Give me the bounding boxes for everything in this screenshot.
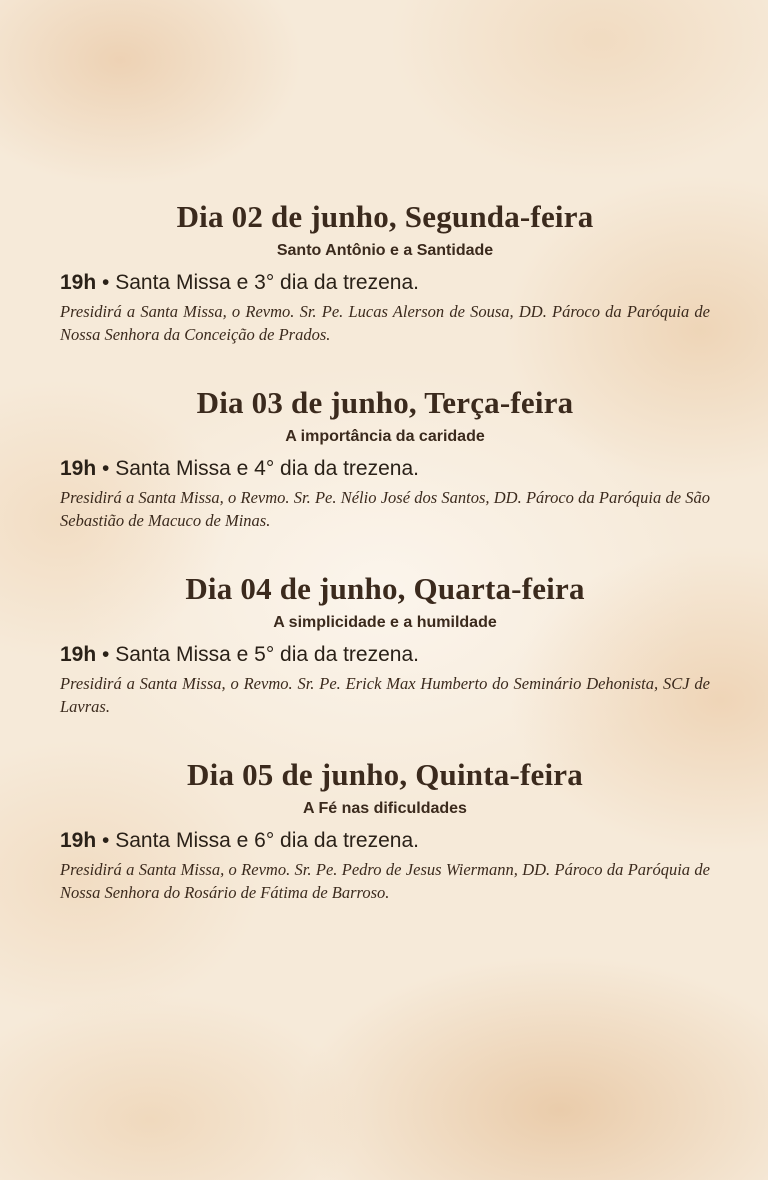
day-section-02 — [60, 196, 710, 346]
day-section-04 — [60, 568, 710, 718]
day-title: Dia 03 de junho, Terça-feira — [196, 385, 574, 420]
day-theme: Santo Antônio e a Santidade — [276, 242, 494, 259]
day-title: Dia 02 de junho, Segunda-feira — [176, 199, 594, 234]
presider-note: Presidirá a Santa Missa, o Revmo. Sr. Pe. Lucas Alerson de Sousa, DD. Pároco da Paróquia de Nossa Senhora da Conceição de Prados. — [60, 302, 710, 344]
day-theme: A simplicidade e a humildade — [273, 614, 497, 631]
mass-time: 19h — [60, 643, 97, 666]
mass-line — [60, 642, 710, 668]
mass-line — [60, 456, 710, 482]
mass-description: Santa Missa e 5° dia da trezena. — [115, 643, 419, 666]
mass-line — [60, 270, 710, 296]
presider-note: Presidirá a Santa Missa, o Revmo. Sr. Pe. Erick Max Humberto do Seminário Dehonista, SCJ de Lavras. — [60, 674, 710, 716]
mass-description: Santa Missa e 3° dia da trezena. — [115, 271, 419, 294]
mass-time: 19h — [60, 829, 97, 852]
bullet: • — [102, 643, 110, 666]
mass-line — [60, 828, 710, 854]
mass-time: 19h — [60, 457, 97, 480]
bullet: • — [102, 829, 110, 852]
bullet: • — [102, 271, 110, 294]
bullet: • — [102, 457, 110, 480]
day-theme: A importância da caridade — [285, 428, 485, 445]
day-section-03 — [60, 382, 710, 532]
day-theme: A Fé nas dificuldades — [303, 800, 467, 817]
presider-note: Presidirá a Santa Missa, o Revmo. Sr. Pe. Pedro de Jesus Wiermann, DD. Pároco da Paróquia de Nossa Senhora do Rosário de Fátima de Barroso. — [60, 860, 710, 902]
schedule — [60, 196, 710, 940]
presider-note: Presidirá a Santa Missa, o Revmo. Sr. Pe. Nélio José dos Santos, DD. Pároco da Paróquia de São Sebastião de Macuco de Minas. — [60, 488, 710, 530]
mass-description: Santa Missa e 4° dia da trezena. — [115, 457, 419, 480]
mass-time: 19h — [60, 271, 97, 294]
mass-description: Santa Missa e 6° dia da trezena. — [115, 829, 419, 852]
day-title: Dia 04 de junho, Quarta-feira — [185, 571, 585, 606]
day-section-05 — [60, 754, 710, 904]
day-title: Dia 05 de junho, Quinta-feira — [187, 757, 583, 792]
